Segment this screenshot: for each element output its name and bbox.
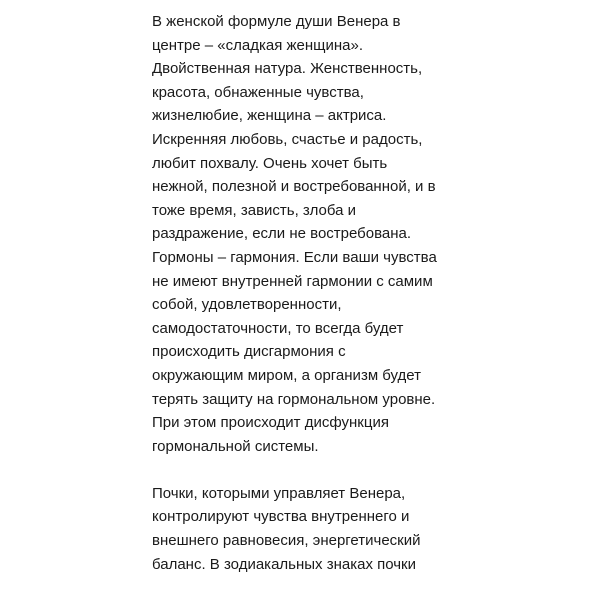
text-line: раздражение, если не востребована. — [152, 225, 412, 243]
paragraph-venus-feminine — [152, 10, 452, 458]
text-line: красота, обнаженные чувства, — [152, 83, 364, 101]
text-line: тоже время, зависть, злоба и — [152, 201, 357, 219]
text-line: любит похвалу. Очень хочет быть — [152, 154, 388, 172]
text-line: собой, удовлетворенности, — [152, 296, 342, 314]
text-line: контролируют чувства внутреннего и — [152, 508, 410, 526]
text-line: При этом происходит дисфункция — [152, 414, 389, 432]
paragraph-kidneys — [152, 482, 452, 576]
text-line: внешнего равновесия, энергетический — [152, 532, 421, 550]
text-line: происходить дисгармония с — [152, 343, 346, 361]
text-line: не имеют внутренней гармонии с самим — [152, 272, 433, 290]
text-line: В женской формуле души Венера в — [152, 13, 401, 30]
text-line: баланс. В зодиакальных знаках почки — [152, 555, 417, 573]
text-line: нежной, полезной и востребованной, и в — [152, 178, 436, 196]
text-line: Почки, которыми управляет Венера, — [152, 484, 406, 502]
text-line: центре – «сладкая женщина». — [152, 36, 364, 54]
article-body — [152, 10, 452, 576]
text-line: Гормоны – гармония. Если ваши чувства — [152, 248, 437, 266]
paragraph-spacer — [152, 458, 452, 482]
text-line: окружающим миром, а организм будет — [152, 366, 422, 384]
text-line: гормональной системы. — [152, 437, 319, 455]
text-line: Искренняя любовь, счастье и радость, — [152, 130, 423, 148]
text-line: самодостаточности, то всегда будет — [152, 319, 404, 337]
text-line: терять защиту на гормональном уровне. — [152, 390, 436, 408]
text-line: Двойственная натура. Женственность, — [152, 60, 423, 78]
text-line: жизнелюбие, женщина – актриса. — [152, 107, 387, 125]
